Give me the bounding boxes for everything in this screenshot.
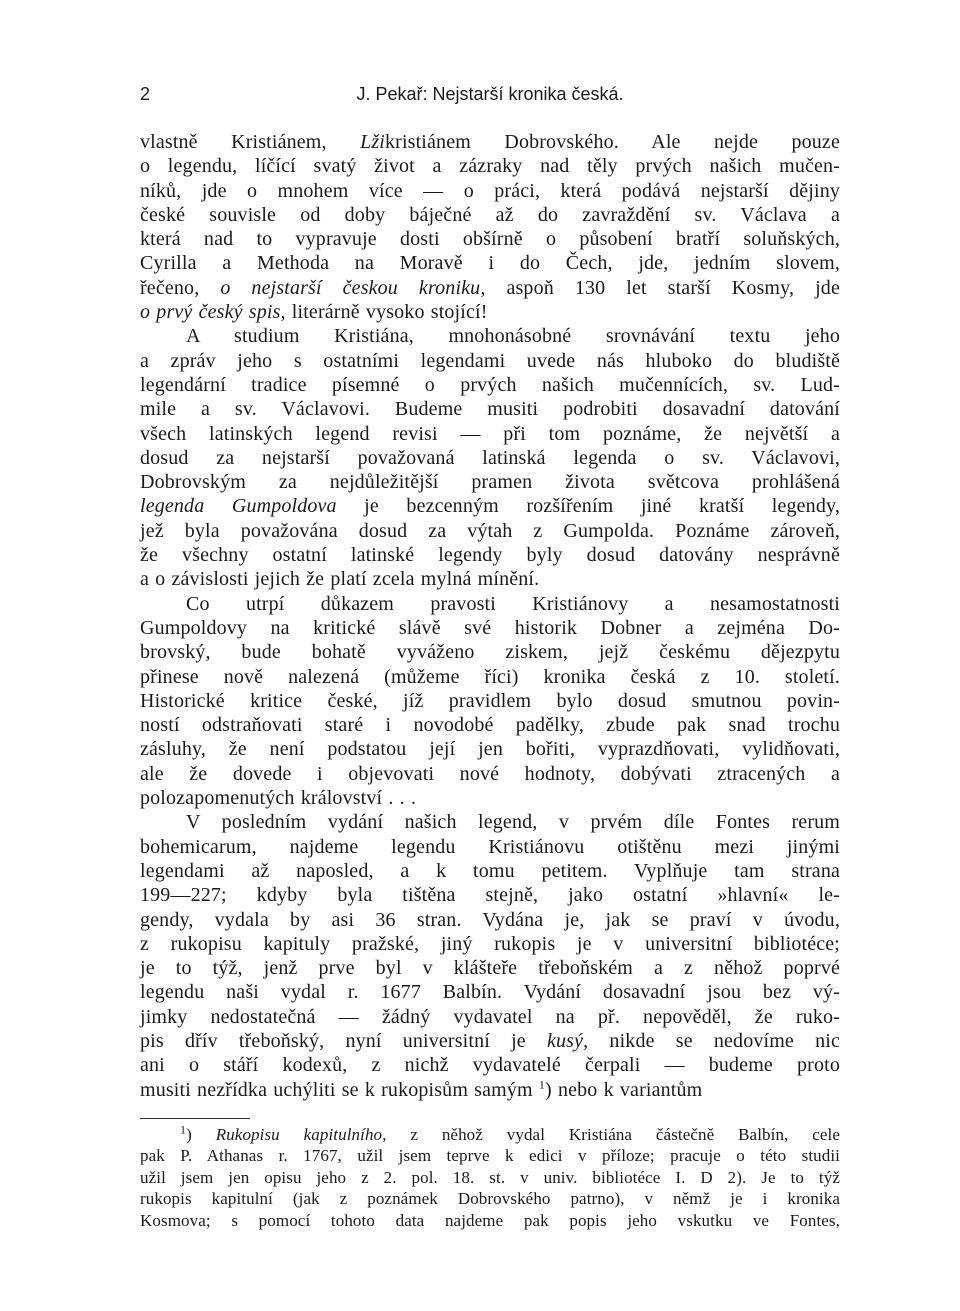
body-text-line [140, 373, 840, 397]
text-run: a o závislosti jejich že platí zcela mylná mínění. [140, 568, 540, 591]
body-text-line [140, 324, 840, 348]
page-header [140, 84, 840, 108]
italic-text: Lži [360, 131, 385, 153]
text-run: je bezcenným rozšířením jiné kratší legendy, [336, 495, 840, 518]
text-run: A studium Kristiána, mnohonásobné srovnávání textu jeho [186, 325, 840, 348]
text-run: literárně vysoko stojící! [285, 301, 488, 324]
footnote-line [140, 1145, 840, 1166]
text-run: 199—227; kdyby byla tištěna stejně, jako ostatní »hlavní« le- [140, 884, 840, 907]
text-run: Gumpoldovy na kritické slávě své historik Dobner a zejména Do- [140, 616, 840, 639]
text-run: z něhož vydal Kristiána částečně Balbín, cele [386, 1125, 840, 1144]
body-text-line [140, 665, 840, 689]
body-text-line [140, 616, 840, 640]
body-text-line [140, 276, 840, 300]
body-text-line [140, 300, 840, 324]
text-run: aspoň 130 let starší Kosmy, jde [485, 276, 840, 299]
body-text-line [140, 835, 840, 859]
text-run: mile a sv. Václavovi. Budeme musiti podrobiti dosavadní datování [140, 398, 840, 421]
text-run: jimky nedostatečná — žádný vydavatel na př. nepověděl, že ruko- [140, 1005, 840, 1028]
text-run: užil jsem jen opisu jeho z 2. pol. 18. st. v univ. bibliotéce I. D 2). Je to týž [140, 1167, 840, 1187]
footnote-line [140, 1210, 840, 1231]
body-text-line [140, 1053, 840, 1077]
text-run: je to týž, jenž prve byl v klášteře třeboňském a z něhož poprvé [140, 957, 840, 980]
text-run: Dobrovským za nejdůležitější pramen života světcova prohlášená [140, 471, 840, 494]
footnote-marker: 1 [538, 1076, 546, 1091]
footnote-rule [140, 1118, 250, 1119]
text-run: a zpráv jeho s ostatními legendami uvede nás hluboko do bludiště [140, 349, 840, 372]
text-run: nikde se nedovíme nic [588, 1029, 840, 1052]
body-text-line [140, 1078, 840, 1102]
text-run: bohemicarum, najdeme legendu Kristiánovu otištěnu mezi jinými [140, 835, 840, 858]
text-run: české souvisle od doby báječné až do zavraždění sv. Václava a [140, 203, 840, 226]
body-text-line [140, 1005, 840, 1029]
text-run: polozapomenutých království . . . [140, 787, 417, 810]
body-text-line [140, 762, 840, 786]
text-run: ani o stáří kodexů, z nichž vydavatelé čerpali — budeme proto [140, 1054, 840, 1077]
body-text-line [140, 689, 840, 713]
body-text-line [140, 494, 840, 518]
body-text-line [140, 179, 840, 203]
text-run: která nad to vypravuje dosti obšírně o působení bratří soluňských, [140, 228, 840, 251]
text-run: řečeno, [140, 276, 221, 299]
body-text [140, 130, 840, 1102]
text-run: vlastně Kristiánem, [140, 131, 361, 153]
text-run: legendu naši vydal r. 1677 Balbín. Vydání dosavadní jsou bez vý- [140, 981, 840, 1004]
running-title: J. Pekař: Nejstarší kronika česká. [356, 84, 624, 104]
text-run: pis dřív třeboňský, nyní universitní je [140, 1029, 547, 1052]
footnote-marker: 1 [180, 1122, 187, 1137]
text-run: přinese nově nalezená (můžeme říci) kronika česká z 10. století. [140, 665, 840, 688]
text-run: rukopis kapitulní (jak z poznámek Dobrovského patrno), v němž je i kronika [140, 1189, 840, 1209]
italic-text: o prvý český spis, [140, 301, 286, 324]
footnote-line [140, 1124, 840, 1145]
body-text-line [140, 130, 840, 154]
footnote-line [140, 1167, 840, 1188]
text-run: Historické kritice české, jíž pravidlem bylo dosud smutnou povin- [140, 689, 840, 712]
text-run: ností odstraňovati staré i novodobé padělky, zbude pak snad trochu [140, 714, 840, 737]
text-run: gendy, vydala by asi 36 stran. Vydána je, jak se praví v úvodu, [140, 908, 840, 931]
text-run: V posledním vydání našich legend, v prvém díle Fontes rerum [186, 811, 840, 834]
text-run: Kosmova; s pomocí tohoto data najdeme pak popis jeho vskutku ve Fontes, [140, 1210, 840, 1230]
text-run: Cyrilla a Methoda na Moravě i do Čech, jde, jedním slovem, [140, 252, 840, 275]
body-text-line [140, 446, 840, 470]
text-run: legendami až naposled, a k tomu petitem. Vyplňuje tam strana [140, 859, 840, 882]
body-text-line [140, 227, 840, 251]
body-text-line [140, 203, 840, 227]
body-text-line [140, 980, 840, 1004]
footnote-line [140, 1188, 840, 1209]
body-text-line [140, 154, 840, 178]
text-run: pak P. Athanas r. 1767, užil jsem teprve k edici v příloze; pracuje o této studii [140, 1146, 840, 1166]
body-text-line [140, 543, 840, 567]
body-text-line [140, 349, 840, 373]
text-run: z rukopisu kapituly pražské, jiný rukopis je v universitní bibliotéce; [140, 932, 840, 955]
text-run: ) [186, 1125, 216, 1144]
text-run: Co utrpí důkazem pravosti Kristiánovy a nesamostatnosti [186, 592, 840, 615]
text-run: kristiánem Dobrovského. Ale nejde pouze [385, 131, 840, 153]
text-run: o legendu, líčící svatý život a zázraky nad těly prvých našich mučen- [140, 155, 840, 178]
body-text-line [140, 640, 840, 664]
body-text-line [140, 713, 840, 737]
body-text-line [140, 397, 840, 421]
body-text-line [140, 786, 840, 810]
body-text-line [140, 1029, 840, 1053]
text-run: legendární tradice písemné o prvých našich mučennících, sv. Lud- [140, 373, 840, 396]
body-text-line [140, 932, 840, 956]
text-run: ale že dovede i objevovati nové hodnoty, dobývati ztracených a [140, 762, 840, 785]
body-text-line [140, 519, 840, 543]
body-text-line [140, 810, 840, 834]
italic-text: o nejstarší českou kroniku, [220, 276, 486, 299]
body-text-line [140, 422, 840, 446]
body-text-line [140, 737, 840, 761]
text-run: níků, jde o mnohem více — o práci, která podává nejstarší dějiny [140, 179, 840, 202]
body-text-line [140, 908, 840, 932]
body-text-line [140, 859, 840, 883]
body-text-line [140, 251, 840, 275]
body-text-line [140, 592, 840, 616]
body-text-line [140, 567, 840, 591]
page-number: 2 [140, 84, 151, 104]
italic-text: legenda Gumpoldova [140, 495, 337, 518]
text-run: jež byla považována dosud za výtah z Gumpolda. Poznáme zároveň, [140, 519, 840, 542]
body-text-line [140, 956, 840, 980]
footnotes [140, 1124, 840, 1231]
text-run: že všechny ostatní latinské legendy byly dosud datovány nesprávně [140, 544, 840, 567]
text-run: ) nebo k variantům [545, 1078, 703, 1101]
text-run: musiti nezřídka uchýliti se k rukopisům samým [140, 1078, 539, 1101]
body-text-line [140, 470, 840, 494]
text-run: zásluhy, že není podstatou její jen bořiti, vyprazdňovati, vylidňovati, [140, 738, 840, 761]
text-run: dosud za nejstarší považovaná latinská legenda o sv. Václavovi, [140, 446, 840, 469]
italic-text: kusý, [546, 1029, 589, 1052]
body-text-line [140, 883, 840, 907]
text-run: všech latinských legend revisi — při tom poznáme, že největší a [140, 422, 840, 445]
text-run: brovský, bude bohatě vyváženo ziskem, jejž českému dějezpytu [140, 641, 840, 664]
italic-text: Rukopisu kapitulního, [215, 1125, 387, 1144]
